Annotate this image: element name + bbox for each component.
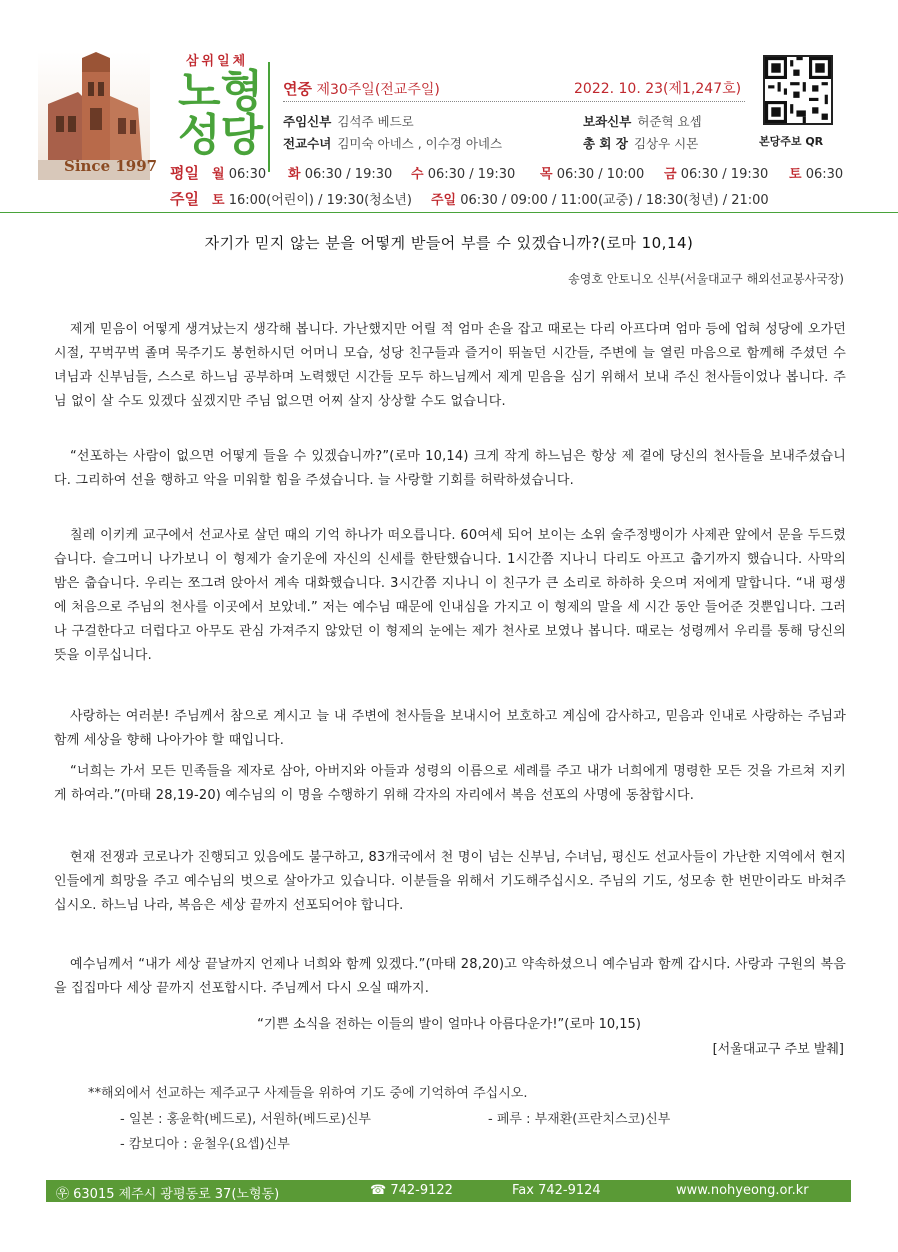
footer-bar [46, 1180, 851, 1202]
sunday-schedule [170, 188, 199, 209]
footer-website-link[interactable]: www.nohyeong.or.kr [676, 1183, 809, 1198]
issue-date: 2022. 10. 23(제1,247호) [574, 81, 742, 97]
article-title: 자기가 믿지 않는 분을 어떻게 받들어 부를 수 있겠습니까?(로마 10,14) [204, 234, 694, 252]
paragraph: “선포하는 사람이 없으면 어떻게 들을 수 있겠습니까?”(로마 10,14) 크게 작게 하느님은 항상 제 곁에 당신의 천사들을 보내주셨습니다. 그리하여 선을 행하고 악을 미워할 힘을 주셨습니다. 늘 사랑할 기회를 허락하셨습니다. [54, 449, 846, 488]
sched-thu: 목 06:30 / 10:00 [540, 167, 645, 182]
staff-role: 주임신부 [283, 114, 332, 129]
since-label: Since 1997 [64, 157, 158, 175]
sched-wed: 수 06:30 / 19:30 [411, 167, 516, 182]
logo-line-2: 성당 [178, 110, 264, 161]
article-source: [서울대교구 주보 발췌] [712, 1042, 844, 1057]
sched-tue: 화 06:30 / 19:30 [288, 167, 393, 182]
staff-pastor [283, 112, 414, 130]
sched-mon: 월 06:30 [212, 167, 267, 182]
qr-label: 본당주보 QR [759, 135, 824, 148]
parish-logo [178, 66, 264, 161]
staff-role: 보좌신부 [583, 114, 632, 129]
prayer-cambodia: - 캄보디아 : 윤철우(요셉)신부 [120, 1137, 290, 1152]
header-divider [268, 62, 270, 172]
weekday-tag: 평일 [170, 164, 199, 182]
paragraph: 칠레 이키케 교구에서 선교사로 살던 때의 기억 하나가 떠오릅니다. 60여세 되어 보이는 소위 술주정뱅이가 사제관 앞에서 문을 두드렸습니다. 슬그머니 나가보니 이 형제가 술기운에 자신의 신세를 한탄했습니다. 1시간쯤 지나니 다리도 아프고 춥기까지 했습니다. 사막의 밤은 춥습니다. 우리는 쪼그려 앉아서 계속 대화했습니다. 3시간쯤 지나니 이 친구가 큰 소리로 하하하 웃으며 저에게 말합니다. “내 평생에 처음으로 주님의 천사를 이곳에서 보았네.” 저는 예수님 때문에 인내심을 가지고 이 형제의 말을 세 시간 동안 들어준 것뿐입니다. 그러나 구걸한다고 더럽다고 아무도 관심 가져주지 않았던 이 형제의 눈에는 제가 천사로 보였나 봅니다. 때로는 성령께서 우리를 통해 당신의 뜻을 이루십니다. [54, 528, 846, 663]
staff-name: 김미숙 아네스 , 이수경 아네스 [337, 136, 503, 151]
sunday-title [283, 78, 440, 99]
prayer-japan: - 일본 : 홍윤학(베드로), 서원하(베드로)신부 [120, 1112, 371, 1127]
footer-phone[interactable]: ☎ 742-9122 [370, 1183, 453, 1198]
sched-sat: 토 06:30 [789, 167, 844, 182]
logo-subtitle: 삼위일체 [186, 54, 249, 69]
paragraph: “너희는 가서 모든 민족들을 제자로 삼아, 아버지와 아들과 성령의 이름으로 세례를 주고 내가 너희에게 명령한 모든 것을 가르쳐 지키게 하여라.”(마태 28,19-20) 예수님의 이 명을 수행하기 위해 각자의 자리에서 복음 선포의 사명에 동참합시다. [54, 764, 846, 803]
staff-sisters [283, 134, 502, 152]
staff-role: 총 회 장 [583, 136, 628, 151]
staff-name: 김석주 베드로 [337, 114, 414, 129]
footer-fax: Fax 742-9124 [512, 1183, 601, 1198]
prayer-intro: **해외에서 선교하는 제주교구 사제들을 위하여 기도 중에 기억하여 주십시오. [88, 1086, 528, 1101]
footer-address: ㉾ 63015 제주시 광평동로 37(노형동) [56, 1187, 280, 1202]
paragraph: 예수님께서 “내가 세상 끝날까지 언제나 너희와 함께 있겠다.”(마태 28,20)고 약속하셨으니 예수님과 함께 갑시다. 사랑과 구원의 복음을 집집마다 세상 끝까지 선포합시다. 주님께서 다시 오실 때까지. [54, 957, 846, 996]
closing-quote: “기쁜 소식을 전하는 이들의 발이 얼마나 아름다운가!”(로마 10,15) [257, 1017, 641, 1032]
paragraph: 현재 전쟁과 코로나가 진행되고 있음에도 불구하고, 83개국에서 천 명이 넘는 신부님, 수녀님, 평신도 선교사들이 가난한 지역에서 현지인들에게 희망을 주고 예수님의 벗으로 살아가고 있습니다. 이분들을 위해서 기도해주십시오. 주님의 기도, 성모송 한 번만이라도 바쳐주십시오. 하느님 나라, 복음은 세상 끝까지 선포되어야 합니다. [54, 850, 846, 913]
sched-sunday-times: 주일 06:30 / 09:00 / 11:00(교중) / 18:30(청년) / 21:00 [431, 193, 769, 208]
paragraph: 사랑하는 여러분! 주님께서 참으로 계시고 늘 내 주변에 천사들을 보내시어 보호하고 계심에 감사하고, 믿음과 인내로 사랑하는 주님과 함께 세상을 향해 나아가야 할 때입니다. [54, 709, 846, 748]
sched-fri: 금 06:30 / 19:30 [664, 167, 769, 182]
prayer-peru: - 페루 : 부재환(프란치스코)신부 [488, 1112, 671, 1127]
staff-president [583, 134, 698, 152]
staff-role: 전교수녀 [283, 136, 332, 151]
staff-name: 김상우 시몬 [633, 136, 699, 151]
qr-code-icon[interactable] [763, 55, 833, 125]
sunday-tag: 주일 [170, 190, 199, 208]
logo-line-1: 노형 [178, 66, 264, 117]
staff-assistant [583, 112, 702, 130]
staff-name: 허준혁 요셉 [637, 114, 702, 129]
paragraph: 제게 믿음이 어떻게 생겨났는지 생각해 봅니다. 가난했지만 어릴 적 엄마 손을 잡고 때로는 다리 아프다며 엄마 등에 업혀 성당에 오가던 시절, 꾸벅꾸벅 졸며 묵주기도 봉헌하시던 어머니 모습, 성당 친구들과 즐거이 뛰놀던 시간들, 주변에 늘 열린 마음으로 함께해 주셨던 수녀님과 신부님들, 스스로 하느님 공부하며 노력했던 시간들 모두 하느님께서 제게 믿음을 심기 위해서 보내 주신 천사들이었나 봅니다. 주님 없이 살 수도 있겠다 싶겠지만 주님 없으면 어찌 살지 상상할 수도 없습니다. [54, 322, 846, 409]
sched-sat-vigil: 토 16:00(어린이) / 19:30(청소년) [212, 193, 412, 208]
dotted-divider [283, 101, 745, 102]
weekday-schedule [170, 162, 199, 183]
schedule-divider [0, 212, 898, 213]
sunday-name: 제30주일(전교주일) [316, 82, 440, 98]
season-tag: 연중 [283, 80, 312, 98]
article-author: 송영호 안토니오 신부(서울대교구 해외선교봉사국장) [568, 272, 844, 286]
